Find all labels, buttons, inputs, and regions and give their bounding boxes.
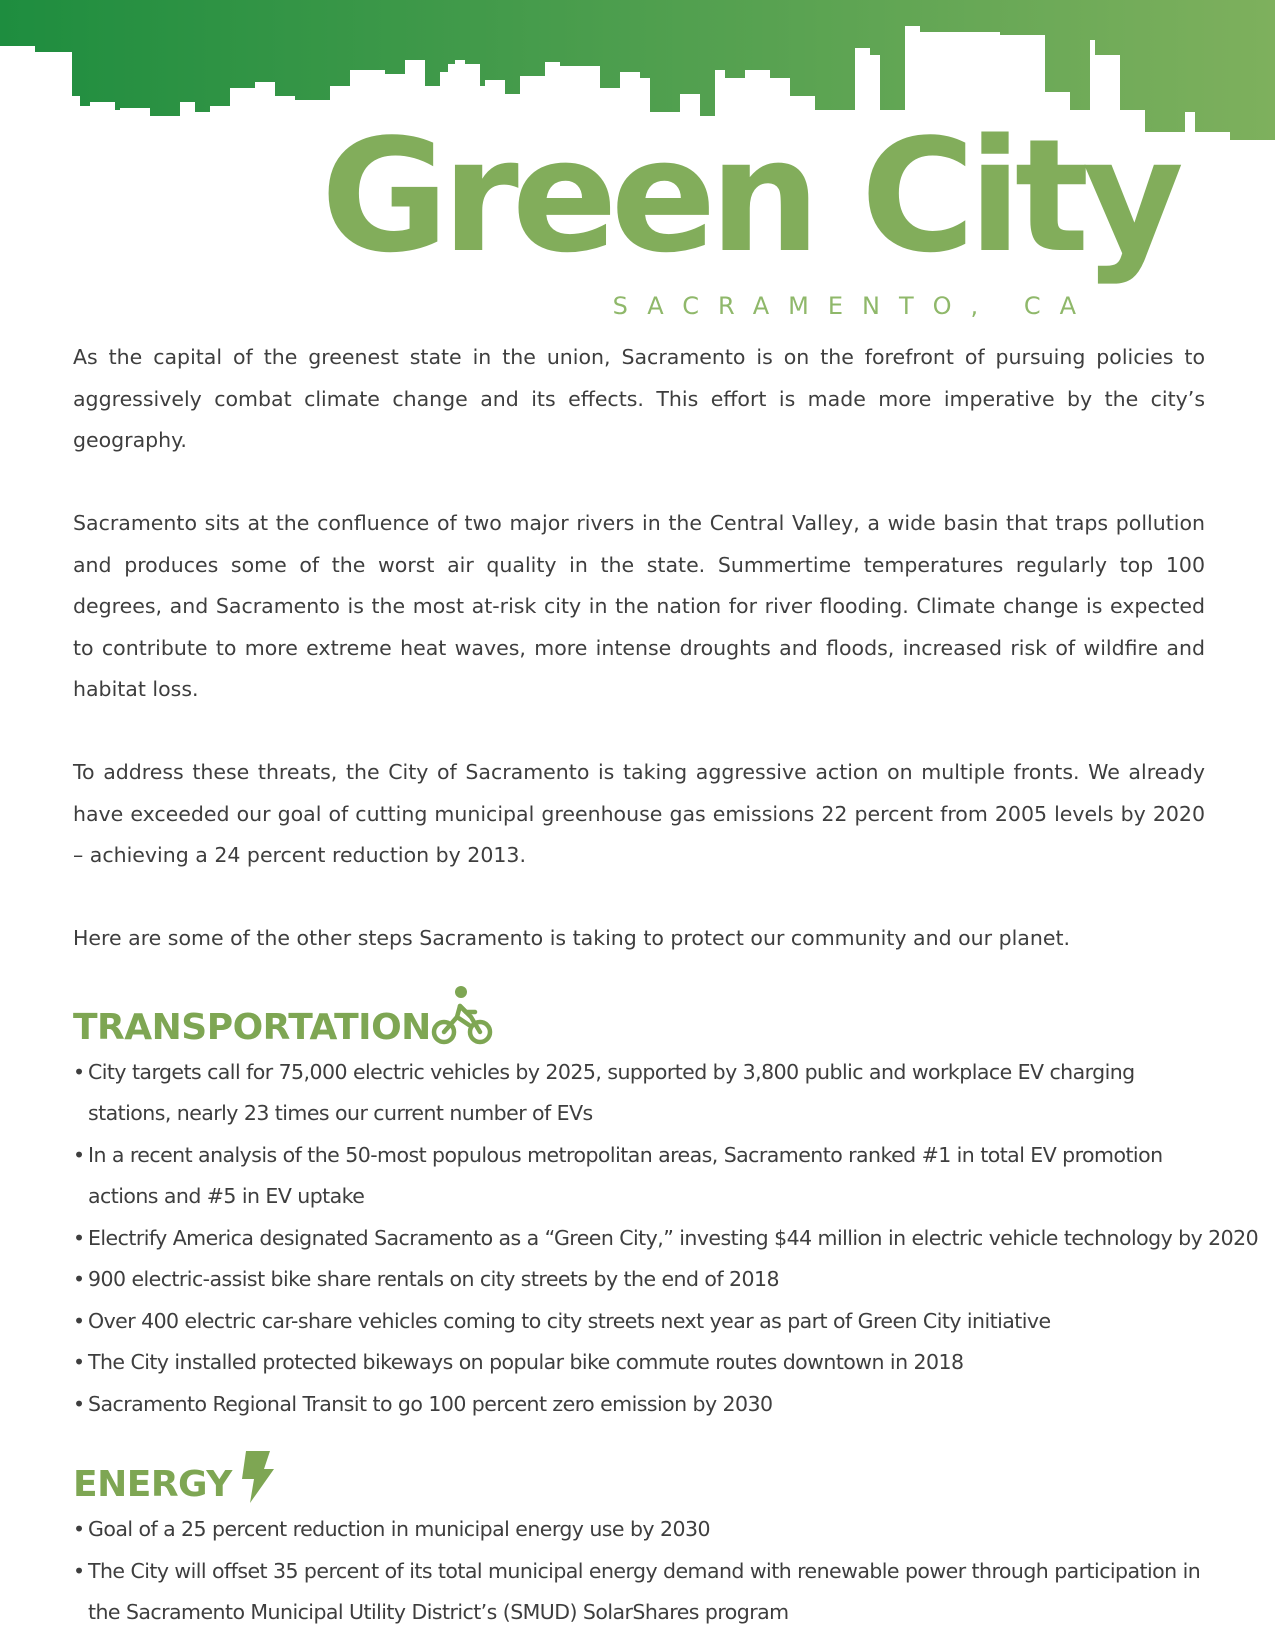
cyclist-icon — [431, 984, 495, 1046]
intro-paragraph: Here are some of the other steps Sacramento is taking to protect our community and our planet. — [73, 926, 1071, 950]
list-item: • The City will offset 35 percent of its total municipal energy demand with renewable power through participation in the Sacramento Municipal Utility District’s (SMUD) SolarShares program — [73, 1551, 1205, 1634]
list-item: • Over 400 electric car-share vehicles coming to city streets next year as part of Green City initiative — [73, 1301, 1205, 1343]
intro-paragraph: Sacramento sits at the confluence of two major rivers in the Central Valley, a wide basin that traps pollution and produces some of the worst air quality in the state. Summertime temperatures regularly top 100 degrees, and Sacramento is the most at-risk city in the nation for river flooding. Climate change is expected to contribute to more extreme heat waves, more intense droughts and floods, increased risk of wildfire and habitat loss. — [73, 511, 1205, 701]
transportation-heading — [73, 984, 1205, 1046]
intro-paragraph: To address these threats, the City of Sacramento is taking aggressive action on multiple fronts. We already have exceeded our goal of cutting municipal greenhouse gas emissions 22 percent from 2005 levels by 2020 – achieving a 24 percent reduction by 2013. — [73, 760, 1205, 867]
list-item: • The City installed protected bikeways on popular bike commute routes downtown in 2018 — [73, 1342, 1205, 1384]
lightning-bolt-icon — [232, 1451, 278, 1503]
list-item: • Goal of a 25 percent reduction in municipal energy use by 2030 — [73, 1509, 1205, 1551]
list-item: • Sacramento Regional Transit to go 100 percent zero emission by 2030 — [73, 1384, 1205, 1426]
list-item: • City targets call for 75,000 electric vehicles by 2025, supported by 3,800 public and workplace EV charging stations, nearly 23 times our current number of EVs — [73, 1052, 1205, 1135]
energy-heading-text: ENERGY — [73, 1464, 232, 1505]
energy-list — [73, 1509, 1205, 1634]
main-content — [73, 337, 1259, 1634]
page-title: Green City — [320, 105, 1177, 287]
transportation-list — [73, 1052, 1259, 1426]
energy-heading — [73, 1451, 1205, 1503]
list-item: • In a recent analysis of the 50-most populous metropolitan areas, Sacramento ranked #1 in total EV promotion actions and #5 in EV uptake — [73, 1135, 1205, 1218]
list-item: • Electrify America designated Sacramento as a “Green City,” investing $44 million in electric vehicle technology by 2020 — [73, 1218, 1205, 1260]
page-subtitle: SACRAMENTO, CA — [612, 292, 1095, 320]
list-item: • 900 electric-assist bike share rentals on city streets by the end of 2018 — [73, 1259, 1205, 1301]
intro-paragraph: As the capital of the greenest state in the union, Sacramento is on the forefront of pursuing policies to aggressively combat climate change and its effects. This effort is made more imperative by the city’s geography. — [73, 345, 1205, 452]
transportation-heading-text: TRANSPORTATION — [73, 1006, 431, 1048]
